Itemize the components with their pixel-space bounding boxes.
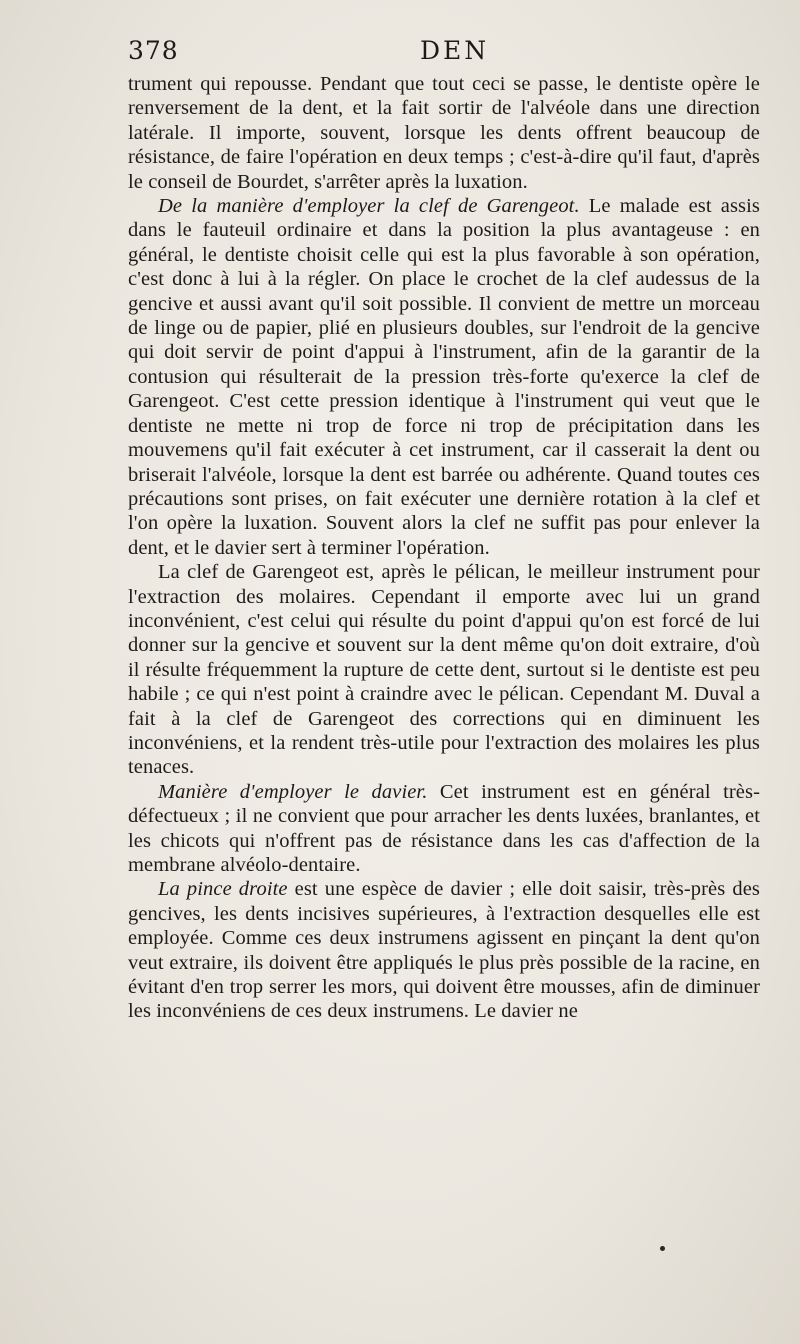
paragraph-lead-italic: Manière d'employer le davier. — [158, 780, 428, 803]
paragraph — [128, 560, 760, 780]
running-title: DEN — [420, 36, 490, 65]
paragraph — [128, 194, 760, 560]
paragraph — [128, 72, 760, 194]
paragraph-text: est une espèce de davier ; elle doit saisir, très-près des gencives, les dents incisives supérieures, à l'extraction desquelles elle est employée. Comme ces deux instrumens agissent en pinçant la dent qu'on veut extraire, ils doivent être appliqués le plus près possible de la racine, en évitant d'en trop serrer les mors, qui doivent être mousses, afin de diminuer les inconvéniens de ces deux instrumens. Le davier ne — [128, 878, 760, 1023]
running-head — [128, 36, 760, 70]
paragraph-text: Cet instrument est en général très-défectueux ; il ne convient que pour arracher les dents luxées, branlantes, et les chicots qui n'offrent pas de résistance dans les cas d'affection de la membrane alvéolo-dentaire. — [128, 780, 760, 876]
ink-speck — [660, 1246, 665, 1251]
page-number: 378 — [128, 36, 179, 65]
paragraph — [128, 877, 760, 1023]
paragraph — [128, 780, 760, 878]
paragraph-text: trument qui repousse. Pendant que tout ceci se passe, le dentiste opère le renversement de la dent, et la fait sortir de l'alvéole dans une direction latérale. Il importe, souvent, lorsque les dents offrent beaucoup de résistance, de faire l'opération en deux temps ; c'est-à-dire qu'il faut, d'après le conseil de Bourdet, s'arrêter après la luxation. — [128, 73, 760, 193]
paragraph-lead-italic: La pince droite — [158, 878, 288, 901]
text-column — [128, 72, 760, 1024]
paragraph-lead-italic: De la manière d'employer la clef de Garengeot. — [158, 195, 580, 218]
paragraph-text: Le malade est assis dans le fauteuil ordinaire et dans la position la plus avantageuse : en général, le dentiste choisit celle qui est la plus favorable à son opération, c'est donc à lui à la régler. On place le crochet de la clef audessus de la gencive et aussi avant qu'il soit possible. Il convient de mettre un morceau de linge ou de papier, plié en plusieurs doubles, sur l'endroit de la gencive qui doit servir de point d'appui à l'instrument, afin de la garantir de la contusion qui résulterait de la pression très-forte qu'exerce la clef de Garengeot. C'est cette pression identique à l'instrument qui veut que le dentiste ne mette ni trop de force ni trop de précipitation dans les mouvemens qu'il fait exécuter à cet instrument, car il casserait la dent ou briserait l'alvéole, lorsque la dent est barrée ou adhérente. Quand toutes ces précautions sont prises, on fait exécuter une dernière rotation à la clef et l'on opère la luxation. Souvent alors la clef ne suffit pas pour enlever la dent, et le davier sert à terminer l'opération. — [128, 195, 760, 559]
paragraph-text: La clef de Garengeot est, après le pélican, le meilleur instrument pour l'extraction des molaires. Cependant il emporte avec lui un grand inconvénient, c'est celui qui résulte du point d'appui qu'on est forcé de lui donner sur la gencive et souvent sur la dent même qu'on doit extraire, d'où il résulte fréquemment la rupture de cette dent, surtout si le dentiste est peu habile ; ce qui n'est point à craindre avec le pélican. Cependant M. Duval a fait à la clef de Garengeot des corrections qui en diminuent les inconvéniens, et la rendent très-utile pour l'extraction des molaires les plus tenaces. — [128, 561, 760, 779]
